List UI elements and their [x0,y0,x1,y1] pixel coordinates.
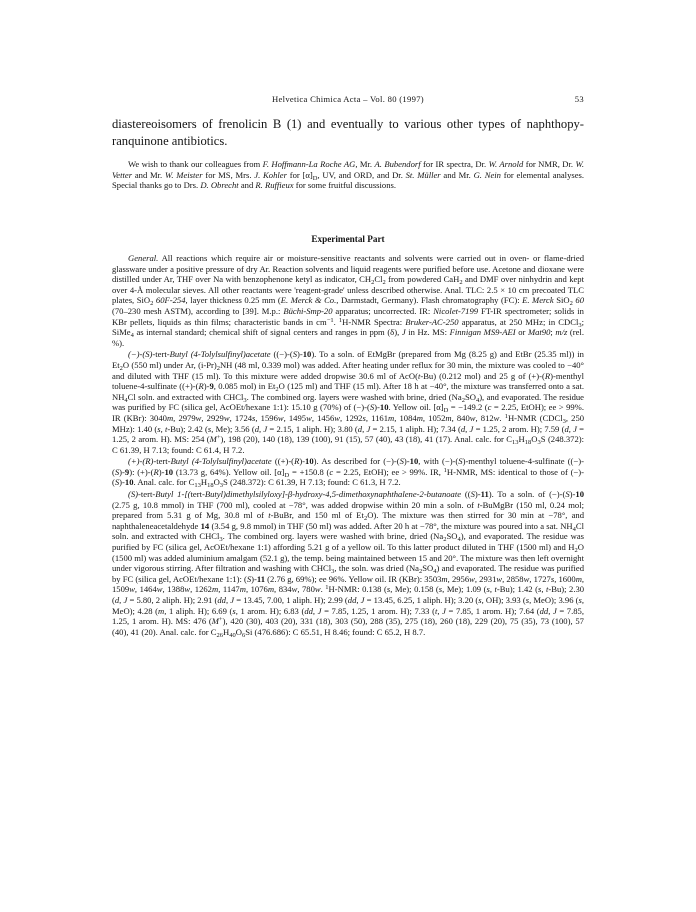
lead-paragraph: diastereoisomers of frenolicin B (1) and eventually to various other types of naphthopy-ranquinone antibiotics. [112,117,584,148]
procedure-11: (S)-tert-Butyl 1-[(tert-Butyl)dimethylsilyloxy]-β-hydroxy-4,5-dimethoxynaphthalene-2-butanoate ((S)-11). To a soln. of (−)-(S)-10 (2.75 g, 10.8 mmol) in THF (700 ml), cooled at −78°, was added dropwise within 20 min a soln. of t-BuMgBr (150 ml, 0.24 mol; prepared from 5.31 g of Mg, 30.8 ml of t-BuBr, and 150 ml of $Et_2O$). The mixture was then stirred for 30 min at −78°, and naphthaleneacetaldehyde 14 (3.54 g, 9.8 mmol) in THF (50 ml) was added. After 20 h at −78°, the mixture was poured into a sat. $NH_4Cl$ soln. and extracted with CHCl$_3$. The combined org. layers were washed with brine, dried $(Na_2SO_4)$, and evaporated. The residue was purified by FC (silica gel, AcOEt/hexane 1:1) affording 5.21 g of a yellow oil. To this latter product diluted in THF (1500 ml) and $H_2O$ (1500 ml) was added aluminium amalgam (52.1 g), the temp. being maintained between 15 and 20°. The mixture was then left overnight under vigorous stirring. After filtration and washing with CHCl$_3$, the soln. was dried $(Na_2SO_4)$ and evaporated. The residue was purified by FC (silica gel, AcOEt/hexane 1:1): (S)-11 (2.76 g, 69%); ee 96%. Yellow oil. IR (KBr): 3503m, 2956w, 2931w, 2858w, 1727s, 1600m, 1509w, 1464w, 1388w, 1262m, 1147m, 1076m, 834w, 780w. $^1$H-NMR: 0.138 (s, Me); 0.158 (s, Me); 1.09 (s, t-Bu); 1.42 (s, t-Bu); 2.30 (d, J = 5.80, 2 aliph. H); 2.91 (dd, J = 13.45, 7.00, 1 aliph. H); 2.99 (dd, J = 13.45, 6.25, 1 aliph. H); 3.20 (s, OH); 3.93 (s, MeO); 3.96 (s, MeO); 4.28 (m, 1 aliph. H); 6.69 (s, 1 arom. H); 6.83 (dd, J = 7.85, 1.25, 1 arom. H); 7.33 (t, J = 7.85, 1 arom. H); 7.64 (dd, J = 7.85, 1.25, 1 arom. H). MS: 476 (M+), 420 (30), 403 (20), 331 (18), 303 (50), 288 (35), 275 (18), 260 (18), 229 (20), 75 (35), 73 (100), 57 (40), 41 (20). Anal. calc. for $C_{26}H_{40}O_6Si$ (476.686): C 65.51, H 8.46; found: C 65.2, H 8.7. [112,489,585,639]
running-header [112,94,584,108]
journal-name: Helvetica Chimica Acta – Vol. 80 (1997) [272,94,424,104]
procedure-10-plus: (+)-(R)-tert-Butyl (4-Tolylsulfinyl)acetate ((+)-(R)-10). As described for (−)-(S)-10, with (−)-(S)-menthyl toluene-4-sulfinate ((−)-(S)-9): (+)-(R)-10 (13.73 g, 64%). Yellow oil. $[\alpha]_D = +150.8$ (c = 2.25, EtOH); ee > 99%. IR, $^1$H-NMR, MS: identical to those of (−)-(S)-10. Anal. calc. for $C_{13}H_{18}O_3S$ (248.372): C 61.39, H 7.13; found: C 61.3, H 7.2. [112,456,584,490]
section-title: Experimental Part [311,234,385,244]
page-number: 53 [574,94,584,104]
acknowledgments: We wish to thank our colleagues from F. Hoffmann-La Roche AG, Mr. A. Bubendorf for IR spectra, Dr. W. Arnold for NMR, Dr. W. Vetter and Mr. W. Meister for MS, Mrs. J. Kohler for $[\alpha]_D$, UV, and ORD, and Dr. St. Müller and Mr. G. Nein for elemental analyses. Special thanks go to Drs. D. Obrecht and R. Ruffieux for some fruitful discussions. [112,159,585,191]
procedure-10-minus: (−)-(S)-tert-Butyl (4-Tolylsulfinyl)acetate ((−)-(S)-10). To a soln. of EtMgBr (prepared from Mg (8.25 g) and EtBr (25.35 ml)) in $Et_2O$ (550 ml) under Ar, $(i-Pr)_2NH$ (48 ml, 0.339 mol) was added. After heating under reflux for 30 min, the mixture was cooled to −40° and diluted with THF (15 ml). To this mixture were added dropwise 30.6 ml of AcO(t-Bu) (0.212 mol) and 25 g of (+)-(R)-menthyl toluene-4-sulfinate ((+)-(R)-9, 0.085 mol) in $Et_2O$ (125 ml) and THF (15 ml). After 18 h at −40°, the mixture was transferred onto a sat. $NH_4Cl$ soln. and extracted with CHCl$_3$. The combined org. layers were washed with brine, dried $(Na_2SO_4)$, and evaporated. The residue was purified by FC (silica gel, AcOEt/hexane 1:1): 15.10 g (70%) of (−)-(S)-10. Yellow oil. $[\alpha]_D = -149.2$ (c = 2.25, EtOH); ee > 99%. IR (KBr): 3040m, 2979w, 2929w, 1724s, 1596w, 1495w, 1456w, 1292s, 1161m, 1084m, 1052m, 840w, 812w. $^1$H-NMR (CDCl$_3$, 250 MHz): 1.40 (s, t-Bu); 2.42 (s, Me); 3.56 (d, J = 2.15, 1 aliph. H); 3.80 (d, J = 2.15, 1 aliph. H); 7.34 (d, J = 1.25, 2 arom. H); 7.59 (d, J = 1.25, 2 arom. H). MS: 254 (M+), 198 (20), 140 (18), 139 (100), 91 (15), 57 (40), 43 (18), 41 (17). Anal. calc. for $C_{13}H_{18}O_3S$ (248.372): C 61.39, H 7.13; found: C 61.4, H 7.2. [112,349,585,455]
general-paragraph: General. All reactions which require air or moisture-sensitive reactants and solvents were carried out in oven- or flame-dried glassware under a positive pressure of dry Ar. Reaction solvents and liquid reagents were purified before use. Acetone and dioxane were distilled under Ar, THF over Na with benzophenone ketyl as indicator, $CH_2Cl_2$ from powdered CaH$_2$ and DMF over ninhydrin and kept over 4-Å molecular sieves. All other reactants were 'reagent-grade' unless described otherwise. Anal. TLC: 2.5 × 10 cm precoated TLC plates, SiO$_2$ 60F-254, layer thickness 0.25 mm (E. Merck & Co., Darmstadt, Germany). Flash chromatography (FC): E. Merck SiO$_2$ 60 (70–230 mesh ASTM), according to [39]. M.p.: Büchi-Smp-20 apparatus; uncorrected. IR: Nicolet-7199 FT-IR spectrometer; solids in KBr pellets, liquids as thin films; characteristic bands in $cm^{-1}$. $^1$H-NMR Spectra: Bruker-AC-250 apparatus, at 250 MHz; in CDCl$_3$; SiMe$_4$ as internal standard; chemical shift of signal centers and ranges in ppm (δ), J in Hz. MS: Finnigan MS9-AEI or Mat90; m/z (rel. %). [112,253,585,348]
experimental-body [112,253,584,638]
